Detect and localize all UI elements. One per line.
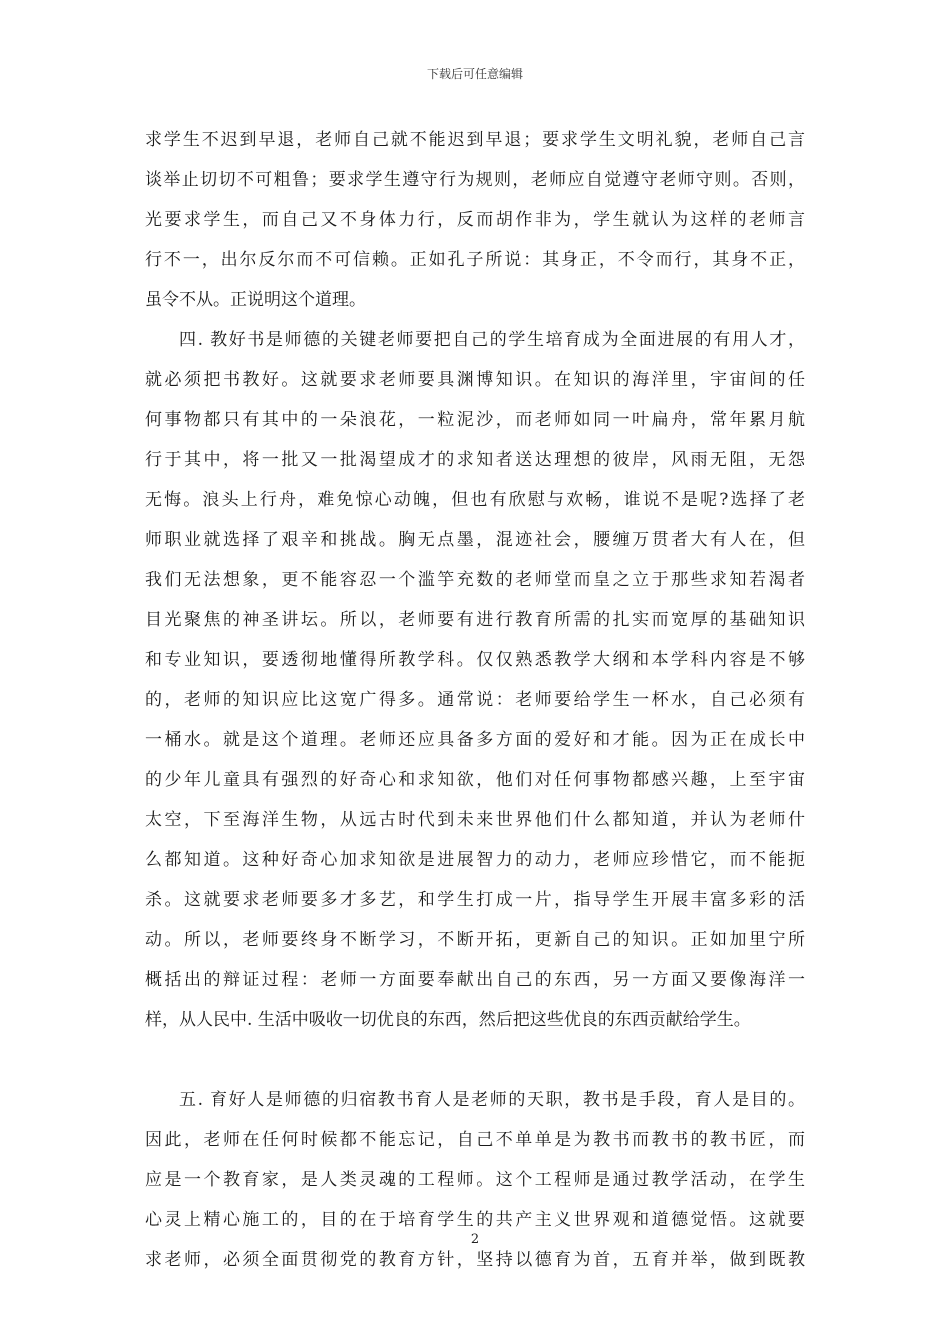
text-line: 何事物都只有其中的一朵浪花，一粒泥沙，而老师如同一叶扁舟，常年累月航 bbox=[145, 410, 805, 430]
page-body bbox=[145, 120, 805, 1280]
text-line: 就必须把书教好。这就要求老师要具渊博知识。在知识的海洋里，宇宙间的任 bbox=[145, 370, 805, 390]
text-line: 行不一，出尔反尔而不可信赖。正如孔子所说：其身正，不令而行，其身不正， bbox=[145, 250, 805, 270]
text-line: 我们无法想象，更不能容忍一个滥竽充数的老师堂而皇之立于那些求知若渴者 bbox=[145, 570, 805, 590]
text-line: 光要求学生，而自己又不身体力行，反而胡作非为，学生就认为这样的老师言 bbox=[145, 210, 805, 230]
page-number-text: 2 bbox=[470, 1232, 480, 1247]
text-line: 动。所以，老师要终身不断学习，不断开拓，更新自己的知识。正如加里宁所 bbox=[145, 930, 805, 950]
text-line: 应是一个教育家，是人类灵魂的工程师。这个工程师是通过教学活动，在学生 bbox=[145, 1170, 805, 1190]
paragraph-section-five bbox=[145, 1080, 805, 1280]
page-number bbox=[0, 1232, 950, 1248]
paragraph-section-four bbox=[145, 320, 805, 1040]
text-line: 求学生不迟到早退，老师自己就不能迟到早退；要求学生文明礼貌，老师自己言 bbox=[145, 130, 805, 150]
text-line: 求老师，必须全面贯彻党的教育方针，坚持以德育为首，五育并举，做到既教 bbox=[145, 1250, 805, 1270]
text-line: 太空，下至海洋生物，从远古时代到未来世界他们什么都知道，并认为老师什 bbox=[145, 810, 805, 830]
text-line: 因此，老师在任何时候都不能忘记，自己不单单是为教书而教书的教书匠，而 bbox=[145, 1130, 805, 1150]
text-line: 样，从人民中. 生活中吸收一切优良的东西，然后把这些优良的东西贡献给学生。 bbox=[145, 1010, 751, 1030]
text-line: 无悔。浪头上行舟，难免惊心动魄，但也有欣慰与欢畅，谁说不是呢?选择了老 bbox=[145, 490, 805, 510]
text-line: 杀。这就要求老师要多才多艺，和学生打成一片，指导学生开展丰富多彩的活 bbox=[145, 890, 805, 910]
text-line: 的少年儿童具有强烈的好奇心和求知欲，他们对任何事物都感兴趣，上至宇宙 bbox=[145, 770, 805, 790]
text-line: 四. 教好书是师德的关键老师要把自己的学生培育成为全面进展的有用人才， bbox=[179, 330, 805, 350]
text-line: 的，老师的知识应比这宽广得多。通常说：老师要给学生一杯水，自己必须有 bbox=[145, 690, 805, 710]
page-header bbox=[0, 66, 950, 82]
text-line: 和专业知识，要透彻地懂得所教学科。仅仅熟悉教学大纲和本学科内容是不够 bbox=[145, 650, 805, 670]
paragraph-spacer bbox=[145, 1040, 805, 1080]
text-line: 师职业就选择了艰辛和挑战。胸无点墨，混迹社会，腰缠万贯者大有人在，但 bbox=[145, 530, 805, 550]
text-line: 行于其中，将一批又一批渴望成才的求知者送达理想的彼岸，风雨无阻，无怨 bbox=[145, 450, 805, 470]
text-line: 目光聚焦的神圣讲坛。所以，老师要有进行教育所需的扎实而宽厚的基础知识 bbox=[145, 610, 805, 630]
paragraph-continuation bbox=[145, 120, 805, 320]
text-line: 五. 育好人是师德的归宿教书育人是老师的天职，教书是手段，育人是目的。 bbox=[179, 1090, 805, 1110]
header-note: 下载后可任意编辑 bbox=[426, 67, 523, 81]
text-line: 么都知道。这种好奇心加求知欲是进展智力的动力，老师应珍惜它，而不能扼 bbox=[145, 850, 805, 870]
text-line: 一桶水。就是这个道理。老师还应具备多方面的爱好和才能。因为正在成长中 bbox=[145, 730, 805, 750]
text-line: 虽令不从。正说明这个道理。 bbox=[145, 290, 366, 310]
text-line: 心灵上精心施工的，目的在于培育学生的共产主义世界观和道德觉悟。这就要 bbox=[145, 1210, 805, 1230]
text-line: 谈举止切切不可粗鲁；要求学生遵守行为规则，老师应自觉遵守老师守则。否则， bbox=[145, 170, 805, 190]
text-line: 概括出的辩证过程：老师一方面要奉献出自己的东西，另一方面又要像海洋一 bbox=[145, 970, 805, 990]
